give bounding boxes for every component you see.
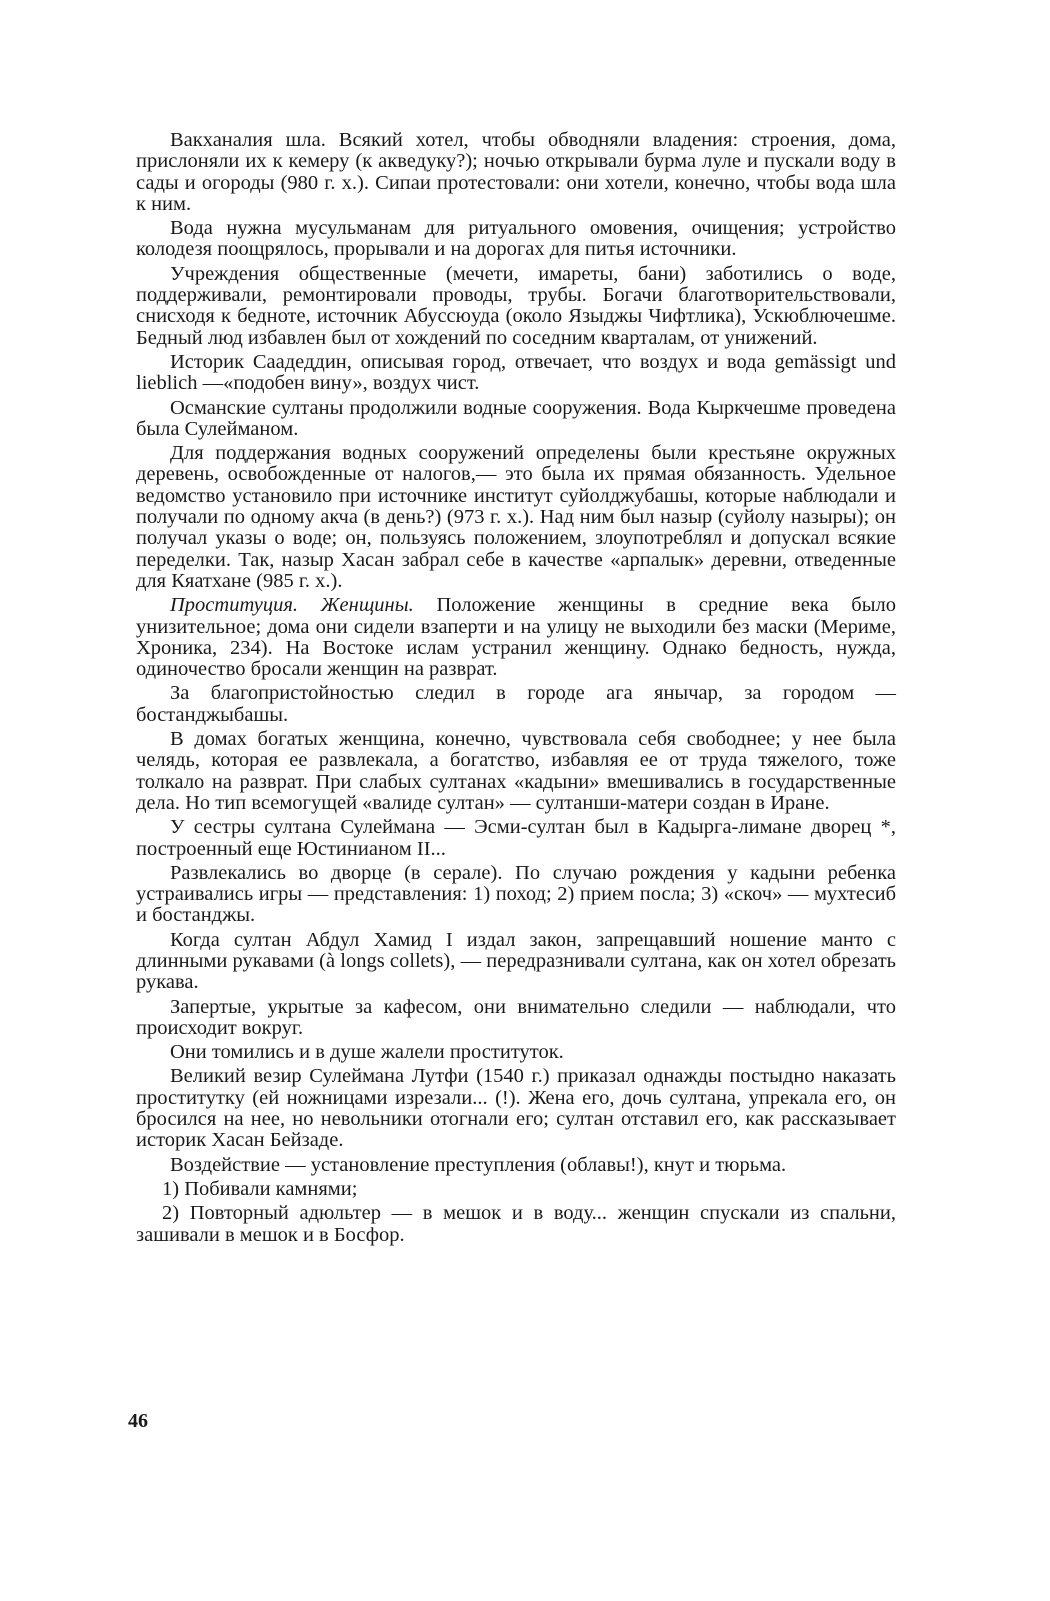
list-item: 1) Побивали камнями; [162, 1177, 358, 1200]
paragraph: Когда султан Абдул Хамид I издал закон, запрещавший ношение манто с длинными рукавами (à longs collets), — передразнивали султана, как он хотел обрезать рукава. [136, 928, 896, 994]
paragraph: Учреждения общественные (мечети, имареты, бани) заботились о воде, поддерживали, ремонтировали проводы, трубы. Богачи благотворительствовали, снисходя к бедноте, источник Абуссюуда (около Языджы Чифтлика), Ускюблючешме. Бедный люд избавлен был от хождений по соседним кварталам, от унижений. [136, 262, 896, 349]
paragraph: Запертые, укрытые за кафесом, они внимательно следили — наблюдали, что происходит вокруг. [136, 995, 896, 1039]
paragraph: Османские султаны продолжили водные сооружения. Вода Кыркчешме проведена была Сулейманом. [136, 396, 896, 440]
paragraph-body: Положение женщины в средние века было унизительное; дома они сидели взаперти и на улицу не выходили без маски (Мериме, Хроника, 234). На Востоке ислам устранил женщину. Однако бедность, нужда, одиночество бросали женщин на разврат. [136, 594, 896, 681]
paragraph: Они томились и в душе жалели проституток. [170, 1041, 564, 1064]
paragraph: Воздействие — установление преступления (облавы!), кнут и тюрьма. [170, 1153, 787, 1176]
paragraph: Развлекались во дворце (в серале). По случаю рождения у кадыни ребенка устраивались игры — представления: 1) поход; 2) прием посла; 3) «скоч» — мухтесиб и бостанджы. [136, 861, 896, 927]
paragraph: За благопристойностью следил в городе ага янычар, за городом — бостанджыбашы. [136, 682, 896, 726]
section-heading: Проституция. Женщины. [170, 594, 414, 617]
paragraph: В домах богатых женщина, конечно, чувствовала себя свободнее; у нее была челядь, которая ее развлекала, а богатство, избавляя ее от труда тяжелого, тоже толкало на разврат. При слабых султанах «кадыни» вмешивались в государственные дела. Но тип всемогущей «валиде султан» — султанши-матери создан в Иране. [136, 728, 896, 814]
paragraph: Вода нужна мусульманам для ритуального омовения, очищения; устройство колодезя поощрялось, прорывали и на дорогах для питья источники. [136, 217, 896, 261]
paragraph [136, 595, 896, 680]
paragraph: Вакханалия шла. Всякий хотел, чтобы обводняли владения: строения, дома, прислоняли их к кемеру (к акведуку?); ночью открывали бурма луле и пускали воду в сады и огороды (980 г. х.). Сипаи протестовали: они хотели, конечно, чтобы вода шла к ним. [136, 129, 896, 215]
paragraph: Историк Саадеддин, описывая город, отвечает, что воздух и вода gemässigt und lieblich —«подобен вину», воздух чист. [136, 350, 896, 395]
paragraph: Для поддержания водных сооружений определены были крестьяне окружных деревень, освобожденные от налогов,— это была их прямая обязанность. Удельное ведомство установило при источнике институт суйолджубашы, которые наблюдали и получали по одному акча (в день?) (973 г. х.). Над ним был назыр (суйолу назыры); он получал указы о воде; он, пользуясь положением, злоупотреблял и допускал всякие переделки. Так, назыр Хасан забрал себе в качестве «арпалык» деревни, отведенные для Кяатхане (985 г. х.). [136, 442, 896, 592]
paragraph: Великий везир Сулеймана Лутфи (1540 г.) приказал однажды постыдно наказать проститутку (ей ножницами изрезали... (!). Жена его, дочь султана, упрекала его, он бросился на нее, но невольники отогнали его; султан отставил его, как рассказывает историк Хасан Бейзаде. [136, 1065, 896, 1152]
page-text [136, 130, 896, 1249]
paragraph: У сестры султана Сулеймана — Эсми-султан был в Кадырга-лимане дворец *, построенный еще Юстинианом II... [136, 816, 896, 860]
page-number: 46 [128, 1410, 148, 1432]
list-item: 2) Повторный адюльтер — в мешок и в воду... женщин спускали из спальни, зашивали в мешок и в Босфор. [136, 1202, 896, 1246]
